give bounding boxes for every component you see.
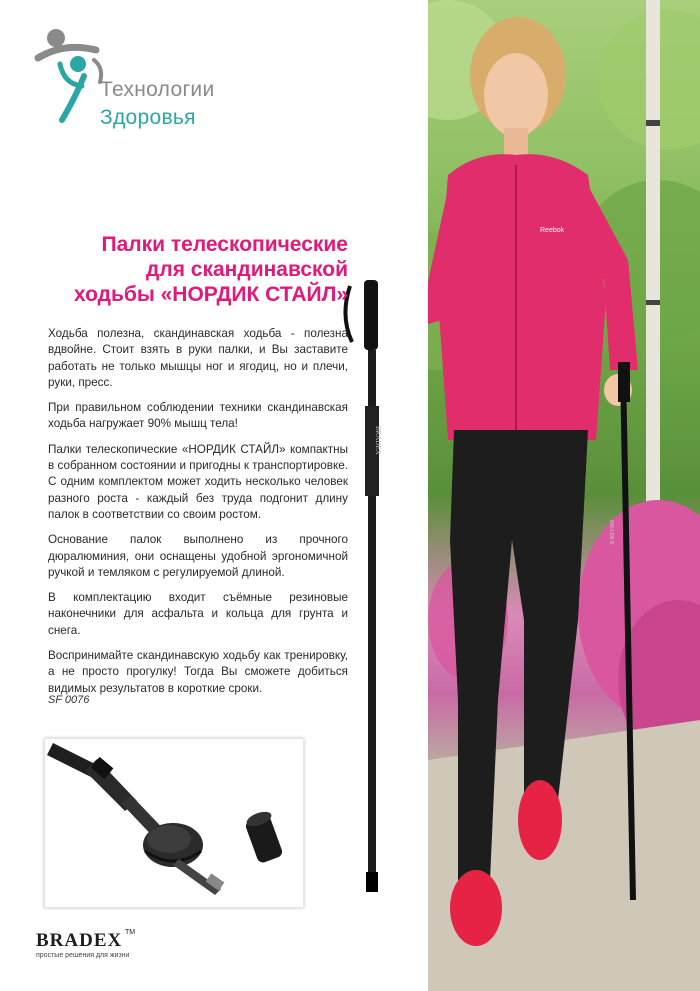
pole-brand-text: BRADEX xyxy=(608,520,614,545)
bradex-logo: BRADEX xyxy=(36,930,123,951)
logo-text-line2: Здоровья xyxy=(100,106,196,129)
logo-text-line1: Технологии xyxy=(100,78,215,101)
bradex-trademark: TM xyxy=(125,929,136,936)
pole-left-brand: BRADEX xyxy=(374,426,382,455)
pole-left xyxy=(340,276,400,896)
product-title-line3: ходьбы «НОРДИК СТАЙЛ» xyxy=(73,283,348,306)
product-closeup-image xyxy=(44,738,304,908)
product-title-line1: Палки телескопические xyxy=(101,233,348,256)
pole-tip-illustration xyxy=(45,739,303,907)
product-title-line2: для скандинавской xyxy=(146,258,348,281)
product-sku: SF 0076 xyxy=(48,694,90,706)
description-paragraph-2: При правильном соблюдении техники скандинавская ходьба нагружает 90% мышц тела! xyxy=(48,401,348,431)
model-photo-illustration xyxy=(428,0,700,991)
description-paragraph-4: Основание палок выполнено из прочного дюралюминия, они оснащены удобной эргономичной ручкой и темляком с регулируемой длиной. xyxy=(48,533,348,579)
description-paragraph-5: В комплектацию входит съёмные резиновые наконечники для асфальта и кольца для грунта и снега. xyxy=(48,591,348,637)
jacket-logo: Reebok xyxy=(540,227,565,234)
product-title xyxy=(48,232,348,307)
description-paragraph-1: Ходьба полезна, скандинавская ходьба - полезна вдвойне. Стоит взять в руки палки, и Вы заставите работать не только мышцы ног и ягодиц, но и плечи, руки, пресс. xyxy=(48,327,348,389)
bradex-tagline: простые решения для жизни xyxy=(36,952,130,959)
model-photo xyxy=(428,0,700,991)
product-description xyxy=(48,326,348,706)
description-paragraph-3: Палки телескопические «НОРДИК СТАЙЛ» компактны в собранном состоянии и пригодны к транспортировке. С одним комплектом может ходить несколько человек разного роста - каждый без труда подгонит длину палок в соответствии со своим ростом. xyxy=(48,442,348,521)
description-paragraph-6: Воспринимайте скандинавскую ходьбу как тренировку, а не просто прогулку! Тогда Вы сможете добиться видимых результатов в короткие сроки. xyxy=(48,649,348,695)
